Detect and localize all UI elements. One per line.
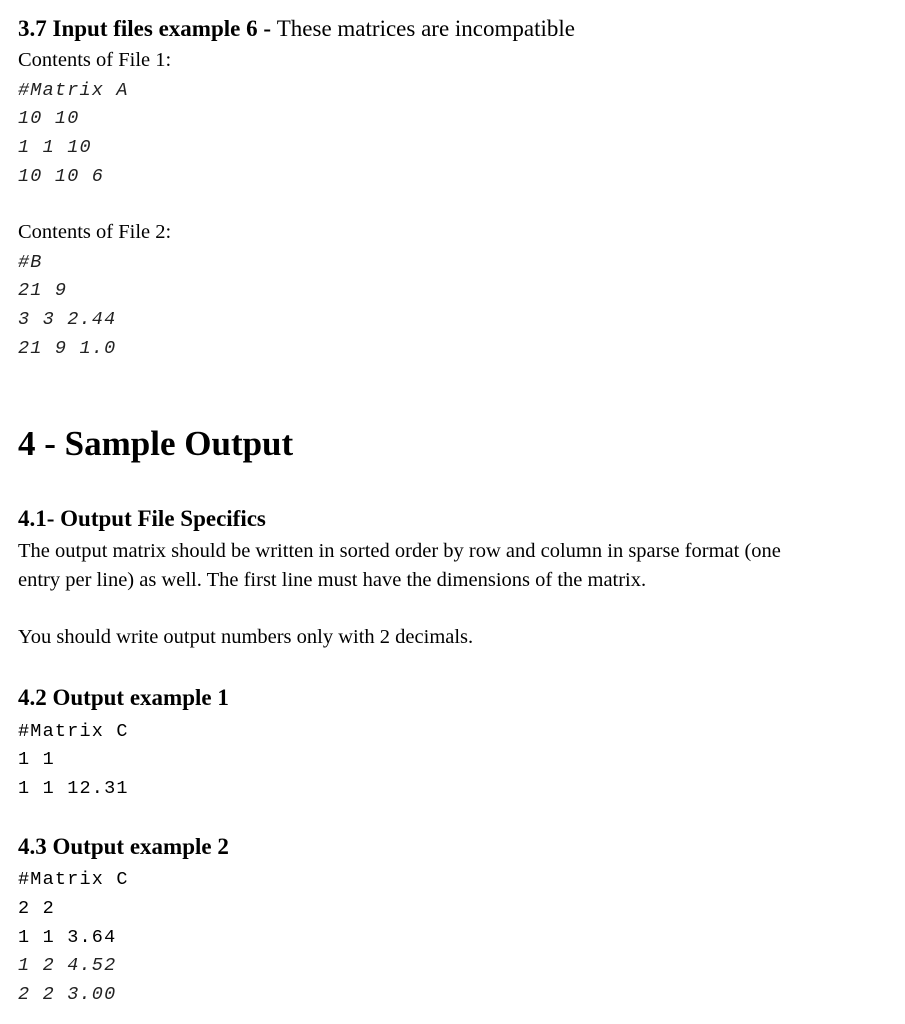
output-specifics-line-2: entry per line) as well. The first line must have the dimensions of the matrix. bbox=[18, 569, 647, 591]
file2-line: 21 9 bbox=[18, 280, 68, 301]
section-4-1-heading: 4.1- Output File Specifics bbox=[18, 506, 266, 531]
section-4-3-heading: 4.3 Output example 2 bbox=[18, 834, 229, 859]
section-4-2-heading: 4.2 Output example 1 bbox=[18, 685, 229, 710]
output2-line: 1 1 3.64 bbox=[18, 927, 117, 948]
output1-line: #Matrix C bbox=[18, 721, 129, 742]
file2-line: 21 9 1.0 bbox=[18, 338, 117, 359]
file1-label: Contents of File 1: bbox=[18, 49, 172, 71]
output1-line: 1 1 12.31 bbox=[18, 778, 129, 799]
output2-line: 1 2 4.52 bbox=[18, 955, 117, 976]
decimals-note: You should write output numbers only with 2 decimals. bbox=[18, 626, 474, 648]
section-3-7-heading-rest: These matrices are incompatible bbox=[276, 16, 575, 41]
section-4-title: 4 - Sample Output bbox=[18, 424, 294, 463]
file1-line: #Matrix A bbox=[18, 80, 129, 101]
output-specifics-line-1: The output matrix should be written in sorted order by row and column in sparse format (one bbox=[18, 540, 781, 562]
output2-line: 2 2 3.00 bbox=[18, 984, 117, 1005]
output2-line: #Matrix C bbox=[18, 869, 129, 890]
output1-line: 1 1 bbox=[18, 749, 55, 770]
section-3-7-heading-bold: 3.7 Input files example 6 - bbox=[18, 16, 277, 41]
file2-line: #B bbox=[18, 252, 43, 273]
output2-line: 2 2 bbox=[18, 898, 55, 919]
file2-line: 3 3 2.44 bbox=[18, 309, 117, 330]
section-3-7-heading bbox=[18, 15, 575, 43]
file1-line: 10 10 6 bbox=[18, 166, 105, 187]
file1-line: 10 10 bbox=[18, 108, 80, 129]
file1-line: 1 1 10 bbox=[18, 137, 92, 158]
file2-label: Contents of File 2: bbox=[18, 221, 172, 243]
